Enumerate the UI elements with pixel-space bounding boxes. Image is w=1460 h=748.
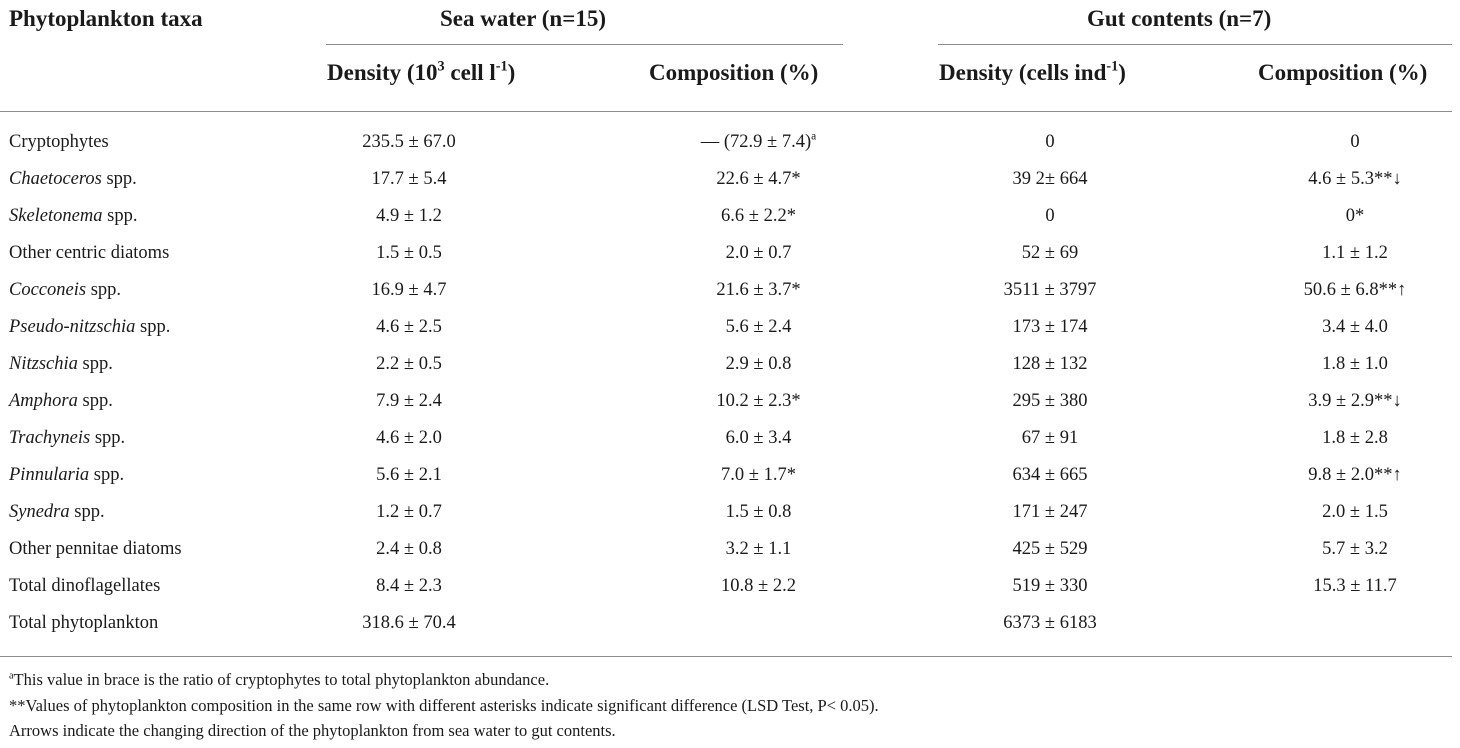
sw-density-cell: 17.7 ± 5.4 bbox=[371, 169, 447, 189]
gc-composition-cell: 15.3 ± 11.7 bbox=[1313, 576, 1397, 596]
sw-density-cell: 4.9 ± 1.2 bbox=[376, 206, 442, 226]
gc-density-cell: 0 bbox=[1045, 132, 1055, 152]
gut-contents-underline bbox=[938, 44, 1452, 45]
sw-composition-value: 3.2 ± 1.1 bbox=[725, 539, 792, 559]
gc-density-cell: 128 ± 132 bbox=[1012, 354, 1088, 374]
sw-composition-cell bbox=[590, 353, 927, 375]
gc-composition-cell: 1.1 ± 1.2 bbox=[1322, 243, 1388, 263]
taxon-suffix: spp. bbox=[77, 354, 113, 374]
taxon-suffix: spp. bbox=[86, 280, 122, 300]
sw-composition-cell bbox=[590, 316, 927, 338]
sw-density-cell: 318.6 ± 70.4 bbox=[362, 613, 456, 633]
taxon-genus: Nitzschia bbox=[9, 354, 78, 374]
sea-water-underline bbox=[326, 44, 843, 45]
footnote-a bbox=[9, 670, 549, 690]
sw-composition-footnote-mark: a bbox=[811, 130, 817, 143]
taxon-name bbox=[9, 242, 169, 264]
sw-density-cell: 5.6 ± 2.1 bbox=[376, 465, 442, 485]
gc-composition-cell: 1.8 ± 1.0 bbox=[1322, 354, 1388, 374]
header-bottom-rule bbox=[0, 111, 1452, 112]
taxon-genus: Synedra bbox=[9, 502, 70, 522]
sw-composition-cell bbox=[590, 131, 927, 153]
sw-composition-cell bbox=[590, 242, 927, 264]
gc-density-cell: 67 ± 91 bbox=[1021, 428, 1079, 448]
taxon-name bbox=[9, 612, 158, 634]
sw-composition-value: 1.5 ± 0.8 bbox=[725, 502, 792, 522]
taxon-name bbox=[9, 390, 113, 412]
header-sw-composition: Composition (%) bbox=[649, 60, 819, 85]
gc-composition-cell: 5.7 ± 3.2 bbox=[1322, 539, 1388, 559]
taxon-name bbox=[9, 316, 170, 338]
sw-density-cell: 2.2 ± 0.5 bbox=[376, 354, 442, 374]
taxon-genus: Chaetoceros bbox=[9, 169, 102, 189]
sw-density-cell: 235.5 ± 67.0 bbox=[362, 132, 456, 152]
taxon-name bbox=[9, 353, 113, 375]
footnote-a-mark: a bbox=[9, 670, 14, 682]
sw-composition-value: 22.6 ± 4.7* bbox=[716, 169, 801, 189]
sw-composition-value: 7.0 ± 1.7* bbox=[721, 465, 796, 485]
taxon-genus: Skeletonema bbox=[9, 206, 103, 226]
gc-density-cell: 3511 ± 3797 bbox=[1003, 280, 1097, 300]
gc-composition-cell: 0* bbox=[1345, 206, 1365, 226]
header-gc-composition: Composition (%) bbox=[1258, 60, 1428, 85]
sw-composition-cell bbox=[590, 538, 927, 560]
taxon-suffix: spp. bbox=[69, 502, 105, 522]
taxon-suffix: spp. bbox=[102, 206, 138, 226]
gc-density-cell: 425 ± 529 bbox=[1012, 539, 1088, 559]
gc-composition-cell: 3.9 ± 2.9**↓ bbox=[1308, 391, 1402, 411]
gc-composition-cell: 9.8 ± 2.0**↑ bbox=[1308, 465, 1402, 485]
sw-composition-value: 5.6 ± 2.4 bbox=[725, 317, 792, 337]
gc-density-cell: 0 bbox=[1045, 206, 1055, 226]
gc-density-cell: 519 ± 330 bbox=[1012, 576, 1088, 596]
sw-density-cell: 1.2 ± 0.7 bbox=[376, 502, 442, 522]
taxon-suffix: spp. bbox=[101, 169, 137, 189]
taxon-name bbox=[9, 131, 109, 153]
taxon-genus: Cocconeis bbox=[9, 280, 87, 300]
gc-composition-cell: 50.6 ± 6.8**↑ bbox=[1303, 280, 1407, 300]
taxon-suffix: Total dinoflagellates bbox=[9, 576, 161, 596]
gc-composition-cell: 2.0 ± 1.5 bbox=[1322, 502, 1388, 522]
gc-composition-cell: 3.4 ± 4.0 bbox=[1322, 317, 1388, 337]
sw-composition-cell bbox=[590, 390, 927, 412]
sw-density-text-1: Density (10 bbox=[327, 60, 438, 85]
gc-density-cell: 52 ± 69 bbox=[1021, 243, 1079, 263]
taxon-suffix: Other centric diatoms bbox=[9, 243, 170, 263]
sw-density-cell: 4.6 ± 2.0 bbox=[376, 428, 442, 448]
gc-density-cell: 295 ± 380 bbox=[1012, 391, 1088, 411]
sw-density-cell: 8.4 ± 2.3 bbox=[376, 576, 442, 596]
taxon-suffix: Other pennitae diatoms bbox=[9, 539, 182, 559]
sw-density-text-2: cell l bbox=[444, 60, 496, 85]
gc-composition-cell: 0 bbox=[1350, 132, 1360, 152]
taxon-name bbox=[9, 538, 182, 560]
gc-density-sup: -1 bbox=[1106, 58, 1119, 75]
taxon-genus: Pseudo-nitzschia bbox=[9, 317, 136, 337]
sw-density-cell: 16.9 ± 4.7 bbox=[371, 280, 447, 300]
sw-composition-value: 2.0 ± 0.7 bbox=[725, 243, 792, 263]
sw-composition-cell bbox=[590, 168, 927, 190]
sw-density-cell: 4.6 ± 2.5 bbox=[376, 317, 442, 337]
gc-density-cell: 173 ± 174 bbox=[1012, 317, 1088, 337]
gc-density-cell: 634 ± 665 bbox=[1012, 465, 1088, 485]
header-sea-water: Sea water (n=15) bbox=[440, 6, 606, 31]
sw-composition-value: 6.6 ± 2.2* bbox=[721, 206, 796, 226]
sw-composition-value: 10.8 ± 2.2 bbox=[721, 576, 796, 596]
sw-density-cell: 7.9 ± 2.4 bbox=[376, 391, 442, 411]
taxon-genus: Amphora bbox=[9, 391, 78, 411]
taxon-suffix: Cryptophytes bbox=[9, 132, 109, 152]
sw-density-cell: 2.4 ± 0.8 bbox=[376, 539, 442, 559]
sw-composition-value: 10.2 ± 2.3* bbox=[716, 391, 801, 411]
sw-composition-cell bbox=[590, 427, 927, 449]
gc-density-cell: 39 2± 664 bbox=[1012, 169, 1088, 189]
sw-composition-value: 2.9 ± 0.8 bbox=[725, 354, 792, 374]
footnote-asterisk: **Values of phytoplankton composition in the same row with different asterisks indicate significant difference (LSD Test, P< 0.05). bbox=[9, 696, 879, 715]
taxon-genus: Trachyneis bbox=[9, 428, 91, 448]
sw-density-cell: 1.5 ± 0.5 bbox=[376, 243, 442, 263]
taxon-name bbox=[9, 168, 137, 190]
sw-density-text-3: ) bbox=[507, 60, 516, 85]
taxon-suffix: spp. bbox=[135, 317, 171, 337]
taxon-name bbox=[9, 279, 121, 301]
taxon-suffix: spp. bbox=[77, 391, 113, 411]
gc-density-text-2: ) bbox=[1118, 60, 1126, 85]
taxon-name bbox=[9, 464, 124, 486]
gc-composition-cell: 4.6 ± 5.3**↓ bbox=[1308, 169, 1402, 189]
taxon-suffix: spp. bbox=[90, 428, 126, 448]
sw-composition-value: 6.0 ± 3.4 bbox=[725, 428, 792, 448]
taxon-suffix: Total phytoplankton bbox=[9, 613, 159, 633]
sw-density-sup-2: -1 bbox=[495, 58, 508, 75]
sw-composition-cell bbox=[590, 501, 927, 523]
gc-density-text-1: Density (cells ind bbox=[939, 60, 1107, 85]
taxon-suffix: spp. bbox=[89, 465, 125, 485]
header-gut-contents: Gut contents (n=7) bbox=[1087, 6, 1272, 31]
taxon-name bbox=[9, 205, 137, 227]
taxon-genus: Pinnularia bbox=[9, 465, 90, 485]
gc-density-cell: 171 ± 247 bbox=[1012, 502, 1088, 522]
taxon-name bbox=[9, 501, 105, 523]
sw-composition-cell bbox=[590, 279, 927, 301]
header-sw-density bbox=[327, 60, 515, 86]
sw-composition-cell bbox=[590, 575, 927, 597]
footnote-a-text: This value in brace is the ratio of cryptophytes to total phytoplankton abundance. bbox=[13, 670, 550, 689]
table-bottom-rule bbox=[0, 656, 1452, 657]
sw-composition-cell bbox=[590, 464, 927, 486]
sw-composition-value: 21.6 ± 3.7* bbox=[716, 280, 801, 300]
header-gc-density bbox=[939, 60, 1126, 86]
footnote-arrows: Arrows indicate the changing direction of the phytoplankton from sea water to gut contents. bbox=[9, 721, 616, 740]
sw-composition-value: — (72.9 ± 7.4) bbox=[700, 132, 812, 152]
header-taxa: Phytoplankton taxa bbox=[9, 6, 203, 31]
taxon-name bbox=[9, 575, 160, 597]
gc-density-cell: 6373 ± 6183 bbox=[1003, 613, 1097, 633]
sw-density-sup-1: 3 bbox=[437, 58, 445, 75]
sw-composition-cell bbox=[590, 205, 927, 227]
taxon-name bbox=[9, 427, 125, 449]
gc-composition-cell: 1.8 ± 2.8 bbox=[1322, 428, 1388, 448]
